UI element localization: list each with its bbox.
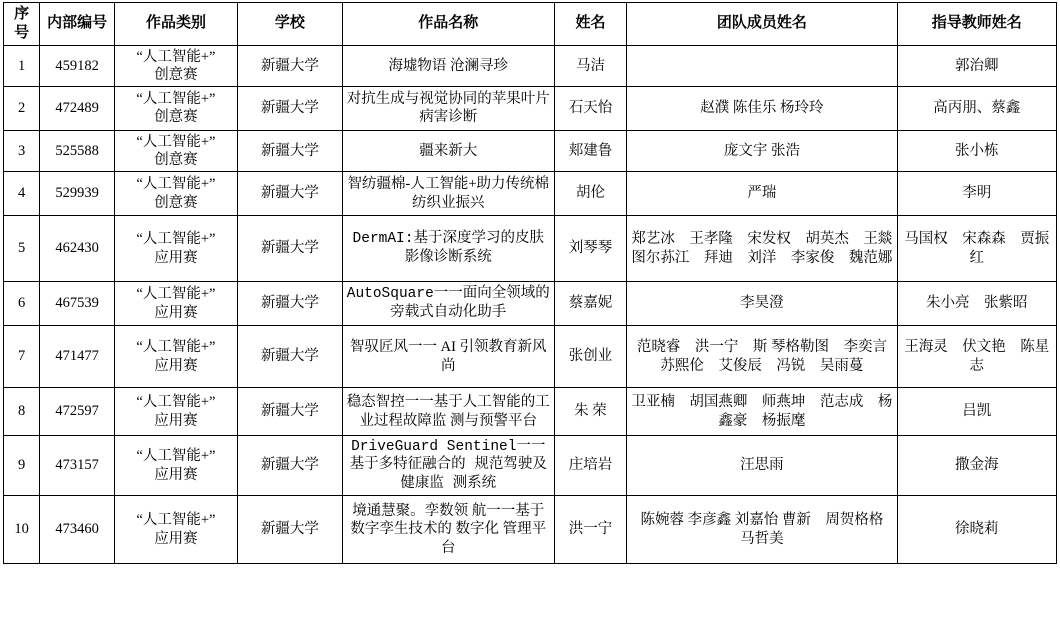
cell-category-line2: 创意赛 xyxy=(154,151,198,168)
cell-team-members: 汪思雨 xyxy=(627,436,897,496)
cell-advisors: 朱小亮 张紫昭 xyxy=(897,282,1056,326)
cell-work-title: 智驭匠风一一 AI 引领教育新风尚 xyxy=(342,326,554,388)
cell-category-line1: “人工智能+” xyxy=(136,231,216,248)
column-header-name: 姓名 xyxy=(554,3,627,46)
cell-internal-id: 525588 xyxy=(40,130,115,171)
cell-name: 马洁 xyxy=(554,45,627,86)
cell-internal-id: 529939 xyxy=(40,172,115,216)
table-row xyxy=(4,282,1057,326)
cell-category xyxy=(114,436,237,496)
cell-school: 新疆大学 xyxy=(237,172,342,216)
cell-category-line2: 应用赛 xyxy=(154,412,198,429)
cell-seq: 3 xyxy=(4,130,40,171)
cell-category-line1: “人工智能+” xyxy=(136,48,216,65)
cell-seq: 10 xyxy=(4,496,40,564)
table-row xyxy=(4,172,1057,216)
cell-category-line2: 应用赛 xyxy=(154,249,198,266)
cell-seq: 7 xyxy=(4,326,40,388)
cell-team-members xyxy=(627,45,897,86)
cell-advisors: 马国权 宋森森 贾振红 xyxy=(897,216,1056,282)
cell-advisors: 张小栋 xyxy=(897,130,1056,171)
table-row xyxy=(4,130,1057,171)
cell-category xyxy=(114,496,237,564)
cell-school: 新疆大学 xyxy=(237,45,342,86)
table-row xyxy=(4,216,1057,282)
cell-category-line2: 创意赛 xyxy=(154,109,198,126)
cell-school: 新疆大学 xyxy=(237,388,342,436)
table-row xyxy=(4,326,1057,388)
cell-name: 朱 荣 xyxy=(554,388,627,436)
cell-seq: 8 xyxy=(4,388,40,436)
cell-seq: 5 xyxy=(4,216,40,282)
cell-school: 新疆大学 xyxy=(237,86,342,130)
cell-internal-id: 473157 xyxy=(40,436,115,496)
cell-category-line2: 应用赛 xyxy=(154,466,198,483)
cell-name: 郏建鲁 xyxy=(554,130,627,171)
cell-category-line1: “人工智能+” xyxy=(136,448,216,465)
cell-internal-id: 472597 xyxy=(40,388,115,436)
cell-advisors: 王海灵 伏文艳 陈星志 xyxy=(897,326,1056,388)
cell-name: 石天怡 xyxy=(554,86,627,130)
column-header-internal-id: 内部编号 xyxy=(40,3,115,46)
cell-school: 新疆大学 xyxy=(237,130,342,171)
cell-advisors: 吕凯 xyxy=(897,388,1056,436)
column-header-team-members: 团队成员姓名 xyxy=(627,3,897,46)
cell-category-line2: 应用赛 xyxy=(154,357,198,374)
cell-internal-id: 473460 xyxy=(40,496,115,564)
cell-name: 庄培岩 xyxy=(554,436,627,496)
column-header-seq: 序号 xyxy=(4,3,40,46)
cell-category-line2: 应用赛 xyxy=(154,304,198,321)
cell-advisors: 撒金海 xyxy=(897,436,1056,496)
cell-name: 刘琴琴 xyxy=(554,216,627,282)
cell-name: 蔡嘉妮 xyxy=(554,282,627,326)
cell-internal-id: 462430 xyxy=(40,216,115,282)
cell-category xyxy=(114,172,237,216)
table-header-row xyxy=(4,3,1057,46)
cell-category xyxy=(114,86,237,130)
cell-category xyxy=(114,216,237,282)
cell-category-line1: “人工智能+” xyxy=(136,286,216,303)
cell-team-members: 范晓睿 洪一宁 斯 琴格勒图 李奕言 苏熙伦 艾俊辰 冯锐 吴雨蔓 xyxy=(627,326,897,388)
cell-team-members: 陈婉蓉 李彦鑫 刘嘉怡 曹新 周贺格格 马哲美 xyxy=(627,496,897,564)
cell-school: 新疆大学 xyxy=(237,282,342,326)
cell-advisors: 高丙朋、蔡鑫 xyxy=(897,86,1056,130)
cell-work-title: DermAI:基于深度学习的皮肤影像诊断系统 xyxy=(342,216,554,282)
column-header-advisors: 指导教师姓名 xyxy=(897,3,1056,46)
cell-category-line2: 创意赛 xyxy=(154,194,198,211)
cell-work-title: 海墟物语 沧澜寻珍 xyxy=(342,45,554,86)
cell-work-title: AutoSquare一一面向全领域的旁载式自动化助手 xyxy=(342,282,554,326)
cell-category-line2: 应用赛 xyxy=(154,530,198,547)
cell-seq: 4 xyxy=(4,172,40,216)
cell-work-title: 疆来新大 xyxy=(342,130,554,171)
cell-seq: 6 xyxy=(4,282,40,326)
cell-category xyxy=(114,45,237,86)
cell-school: 新疆大学 xyxy=(237,496,342,564)
table-row xyxy=(4,86,1057,130)
cell-work-title: 智纺疆棉-人工智能+助力传统棉纺织业振兴 xyxy=(342,172,554,216)
cell-category-line1: “人工智能+” xyxy=(136,91,216,108)
cell-team-members: 郑艺冰 王孝隆 宋发权 胡英杰 王燚 图尔荪江 拜迪 刘洋 李家俊 魏范娜 xyxy=(627,216,897,282)
document-sheet xyxy=(0,2,1060,622)
cell-team-members: 李昊澄 xyxy=(627,282,897,326)
cell-team-members: 严瑞 xyxy=(627,172,897,216)
cell-category xyxy=(114,130,237,171)
cell-category-line1: “人工智能+” xyxy=(136,133,216,150)
cell-work-title: DriveGuard Sentinel一一基于多特征融合的 规范驾驶及健康监 测系统 xyxy=(342,436,554,496)
cell-name: 胡伦 xyxy=(554,172,627,216)
cell-advisors: 徐晓莉 xyxy=(897,496,1056,564)
cell-team-members: 庞文宇 张浩 xyxy=(627,130,897,171)
cell-category xyxy=(114,326,237,388)
table-row xyxy=(4,388,1057,436)
cell-internal-id: 459182 xyxy=(40,45,115,86)
cell-internal-id: 472489 xyxy=(40,86,115,130)
cell-seq: 9 xyxy=(4,436,40,496)
award-list-table xyxy=(3,2,1057,564)
column-header-category: 作品类别 xyxy=(114,3,237,46)
table-row xyxy=(4,496,1057,564)
table-body xyxy=(4,45,1057,564)
cell-school: 新疆大学 xyxy=(237,436,342,496)
column-header-work-title: 作品名称 xyxy=(342,3,554,46)
column-header-school: 学校 xyxy=(237,3,342,46)
cell-name: 洪一宁 xyxy=(554,496,627,564)
cell-category-line2: 创意赛 xyxy=(154,66,198,83)
cell-advisors: 李明 xyxy=(897,172,1056,216)
cell-seq: 1 xyxy=(4,45,40,86)
cell-school: 新疆大学 xyxy=(237,216,342,282)
cell-internal-id: 467539 xyxy=(40,282,115,326)
table-row xyxy=(4,436,1057,496)
cell-school: 新疆大学 xyxy=(237,326,342,388)
cell-category-line1: “人工智能+” xyxy=(136,339,216,356)
cell-name: 张创业 xyxy=(554,326,627,388)
cell-team-members: 赵濮 陈佳乐 杨玲玲 xyxy=(627,86,897,130)
cell-work-title: 对抗生成与视觉协同的苹果叶片病害诊断 xyxy=(342,86,554,130)
table-row xyxy=(4,45,1057,86)
cell-seq: 2 xyxy=(4,86,40,130)
cell-advisors: 郭治卿 xyxy=(897,45,1056,86)
cell-category xyxy=(114,388,237,436)
cell-category-line1: “人工智能+” xyxy=(136,394,216,411)
cell-work-title: 境通慧聚。孪数领 航一一基于数字孪生技术的 数字化 管理平台 xyxy=(342,496,554,564)
cell-internal-id: 471477 xyxy=(40,326,115,388)
cell-work-title: 稳态智控一一基于人工智能的工业过程故障监 测与预警平台 xyxy=(342,388,554,436)
cell-category xyxy=(114,282,237,326)
cell-category-line1: “人工智能+” xyxy=(136,176,216,193)
cell-team-members: 卫亚楠 胡国燕卿 师燕坤 范志成 杨鑫豪 杨振麾 xyxy=(627,388,897,436)
cell-category-line1: “人工智能+” xyxy=(136,512,216,529)
